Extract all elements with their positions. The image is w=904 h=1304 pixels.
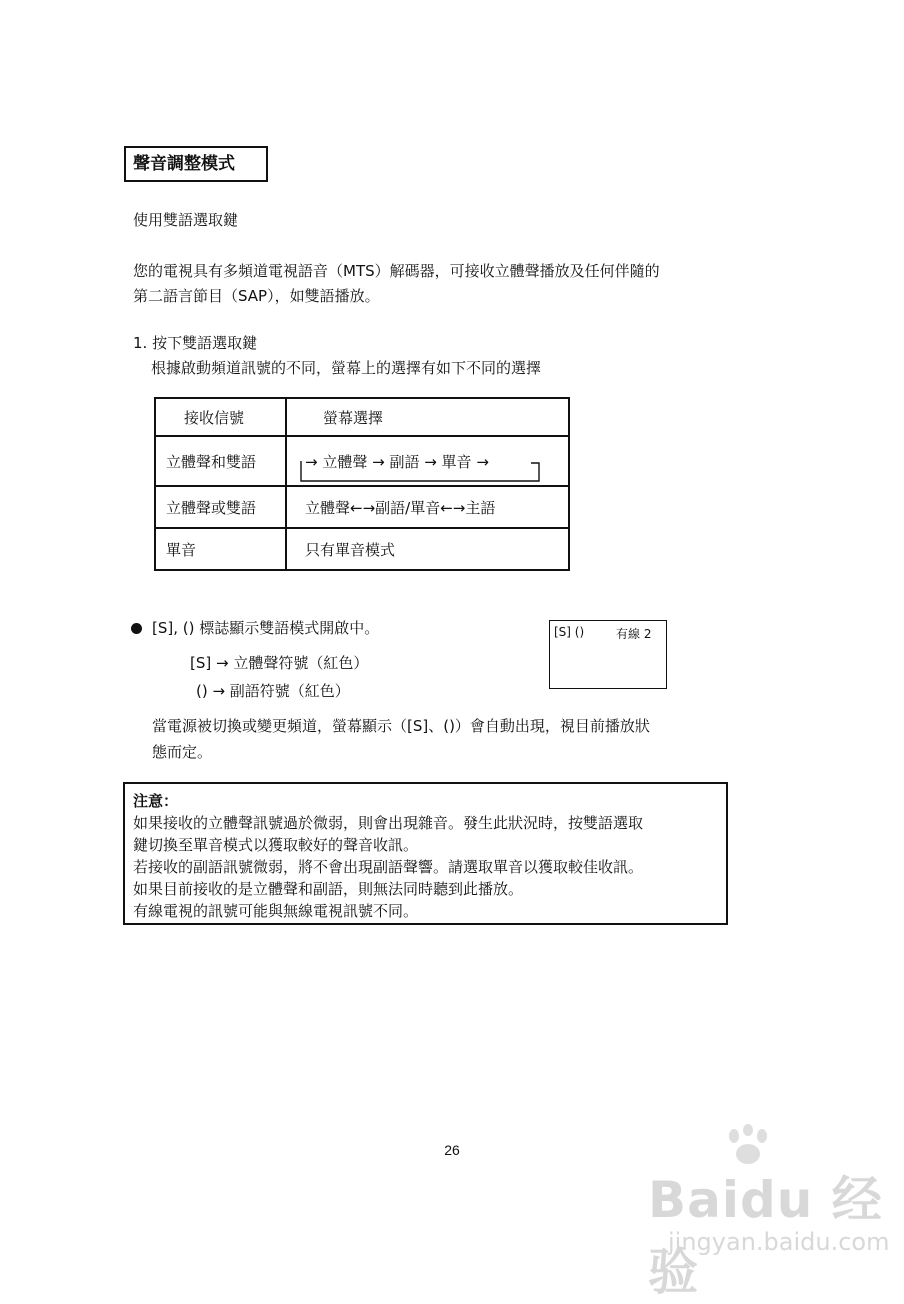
screen-channel: 有線 2 <box>616 627 652 641</box>
table-cell-screen: 立體聲←→副語/單音←→主語 <box>286 486 569 528</box>
table-cell-screen: 只有單音模式 <box>286 528 569 570</box>
bullet-para-line-1: 當電源被切換或變更頻道，螢幕顯示（[S]、()）會自動出現，視目前播放狀 <box>152 717 650 735</box>
loop-arrow-line <box>299 461 544 485</box>
bullet-headline: [S], () 標誌顯示雙語模式開啟中。 <box>152 619 380 637</box>
table-cell-signal: 立體聲和雙語 <box>155 436 286 486</box>
step1-text: 根據啟動頻道訊號的不同，螢幕上的選擇有如下不同的選擇 <box>151 359 542 377</box>
screen-icons: [S] () <box>554 625 585 639</box>
section-title: 聲音調整模式 <box>124 146 268 182</box>
watermark-url: jingyan.baidu.com <box>668 1228 890 1256</box>
table-header-row <box>155 398 569 436</box>
table-cell-signal: 單音 <box>155 528 286 570</box>
intro-line-2: 第二語言節目（SAP），如雙語播放。 <box>133 287 380 305</box>
sap-symbol-line: () → 副語符號（紅色） <box>196 682 350 700</box>
note-line: 有線電視的訊號可能與無線電視訊號不同。 <box>133 902 419 920</box>
note-box <box>123 782 728 925</box>
sound-mode-table <box>154 397 570 571</box>
table-row <box>155 528 569 570</box>
table-cell-signal: 立體聲或雙語 <box>155 486 286 528</box>
note-title: 注意： <box>133 792 179 810</box>
table-header-screen: 螢幕選擇 <box>286 398 569 436</box>
note-line: 如果接收的立體聲訊號過於微弱，則會出現雜音。發生此狀況時，按雙語選取 <box>133 814 644 832</box>
step1-heading: 1. 按下雙語選取鍵 <box>133 334 258 352</box>
table-row <box>155 486 569 528</box>
stereo-symbol-line: [S] → 立體聲符號（紅色） <box>190 654 369 672</box>
note-line: 如果目前接收的是立體聲和副語，則無法同時聽到此播放。 <box>133 880 524 898</box>
intro-line-1: 您的電視具有多頻道電視語音（MTS）解碼器，可接收立體聲播放及任何伴隨的 <box>133 262 660 280</box>
subtitle: 使用雙語選取鍵 <box>133 211 239 229</box>
table-cell-screen <box>286 436 569 486</box>
note-line: 鍵切換至單音模式以獲取較好的聲音收訊。 <box>133 836 419 854</box>
screen-example <box>549 620 667 689</box>
table-row <box>155 436 569 486</box>
loop-label: → 立體聲 → 副語 → 單音 → <box>305 452 489 471</box>
watermark-logo: Baidu 经验 <box>648 1171 883 1301</box>
page-number: 26 <box>444 1142 460 1158</box>
note-line: 若接收的副語訊號微弱，將不會出現副語聲響。請選取單音以獲取較佳收訊。 <box>133 858 644 876</box>
loop-diagram <box>305 451 489 472</box>
bullet-dot <box>131 623 142 634</box>
bullet-para-line-2: 態而定。 <box>152 743 213 761</box>
table-header-signal: 接收信號 <box>155 398 286 436</box>
